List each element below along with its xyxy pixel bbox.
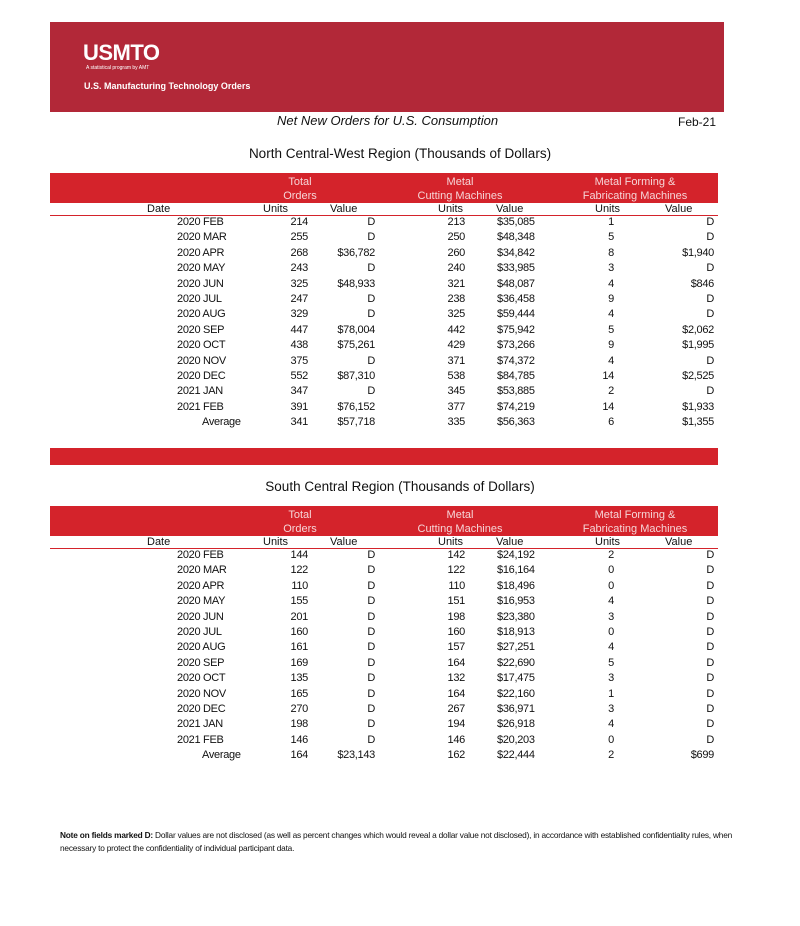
cutting-units-cell: 198 bbox=[447, 610, 465, 623]
report-date: Feb-21 bbox=[678, 115, 717, 129]
cutting-value-cell: $36,458 bbox=[497, 292, 535, 305]
group-line-2: Cutting Machines bbox=[417, 190, 503, 202]
date-cell: 2020 MAR bbox=[177, 564, 227, 577]
total-value-cell: $23,143 bbox=[337, 749, 375, 762]
cutting-units-cell: 377 bbox=[447, 400, 465, 413]
forming-value-cell: D bbox=[706, 702, 714, 715]
cutting-value-cell: $22,444 bbox=[497, 749, 535, 762]
total-units-cell: 255 bbox=[290, 231, 308, 244]
cutting-value-cell: $16,953 bbox=[497, 595, 535, 608]
cutting-value-cell: $74,372 bbox=[497, 354, 535, 367]
group-line-1: Total bbox=[288, 509, 312, 521]
table-row bbox=[50, 595, 718, 610]
total-units-cell: 135 bbox=[290, 672, 308, 685]
cutting-value-cell: $48,348 bbox=[497, 231, 535, 244]
table-row bbox=[50, 703, 718, 718]
total-value-cell: D bbox=[367, 262, 375, 275]
total-value-cell: D bbox=[367, 687, 375, 700]
total-units-cell: 243 bbox=[290, 262, 308, 275]
table-row bbox=[50, 355, 718, 370]
forming-units-cell: 3 bbox=[608, 262, 614, 275]
cutting-units-cell: 442 bbox=[447, 323, 465, 336]
table-row bbox=[50, 416, 718, 431]
region-table bbox=[50, 173, 718, 431]
cutting-value-cell: $75,942 bbox=[497, 323, 535, 336]
table-row bbox=[50, 293, 718, 308]
total-units-cell: 325 bbox=[290, 277, 308, 290]
usmto-logo: USMTO bbox=[83, 40, 160, 65]
total-units-cell: 329 bbox=[290, 308, 308, 321]
forming-units-cell: 6 bbox=[608, 416, 614, 429]
cutting-value-cell: $73,266 bbox=[497, 339, 535, 352]
table-row bbox=[50, 247, 718, 262]
date-cell: 2020 SEP bbox=[177, 656, 225, 669]
forming-value-cell: $1,995 bbox=[682, 339, 714, 352]
total-units-cell: 161 bbox=[290, 641, 308, 654]
cutting-value-cell: $48,087 bbox=[497, 277, 535, 290]
date-cell: 2021 FEB bbox=[177, 733, 224, 746]
forming-units-cell: 4 bbox=[608, 641, 614, 654]
cutting-value-cell: $22,160 bbox=[497, 687, 535, 700]
cutting-value-cell: $33,985 bbox=[497, 262, 535, 275]
table-row bbox=[50, 611, 718, 626]
forming-units-cell: 5 bbox=[608, 231, 614, 244]
date-cell: 2020 JUL bbox=[177, 292, 222, 305]
forming-value-cell: D bbox=[706, 579, 714, 592]
total-value-cell: $75,261 bbox=[337, 339, 375, 352]
forming-units-cell: 9 bbox=[608, 292, 614, 305]
date-cell: 2021 JAN bbox=[177, 718, 223, 731]
value-header: Value bbox=[665, 203, 693, 215]
cutting-units-cell: 325 bbox=[447, 308, 465, 321]
total-value-cell: $78,004 bbox=[337, 323, 375, 336]
date-cell: 2020 JUL bbox=[177, 625, 222, 638]
forming-units-cell: 0 bbox=[608, 625, 614, 638]
value-header: Value bbox=[496, 203, 524, 215]
cutting-value-cell: $74,219 bbox=[497, 400, 535, 413]
forming-units-cell: 14 bbox=[602, 400, 614, 413]
total-units-cell: 268 bbox=[290, 246, 308, 259]
cutting-units-cell: 250 bbox=[447, 231, 465, 244]
total-units-cell: 169 bbox=[290, 656, 308, 669]
units-header: Units bbox=[438, 203, 464, 215]
table-row bbox=[50, 401, 718, 416]
total-value-cell: D bbox=[367, 216, 375, 228]
cutting-value-cell: $26,918 bbox=[497, 718, 535, 731]
forming-value-cell: D bbox=[706, 354, 714, 367]
column-group-cutting bbox=[390, 508, 530, 536]
total-value-cell: D bbox=[367, 733, 375, 746]
units-header: Units bbox=[438, 536, 464, 548]
total-value-cell: $36,782 bbox=[337, 246, 375, 259]
table-row bbox=[50, 549, 718, 564]
cutting-units-cell: 321 bbox=[447, 277, 465, 290]
forming-units-cell: 2 bbox=[608, 549, 614, 561]
cutting-units-cell: 429 bbox=[447, 339, 465, 352]
total-units-cell: 146 bbox=[290, 733, 308, 746]
table-row bbox=[50, 278, 718, 293]
table-row bbox=[50, 580, 718, 595]
table-row bbox=[50, 262, 718, 277]
total-units-cell: 341 bbox=[290, 416, 308, 429]
cutting-value-cell: $34,842 bbox=[497, 246, 535, 259]
table-row bbox=[50, 564, 718, 579]
cutting-units-cell: 157 bbox=[447, 641, 465, 654]
total-value-cell: D bbox=[367, 308, 375, 321]
column-subheader bbox=[50, 536, 718, 549]
value-header: Value bbox=[330, 203, 358, 215]
date-cell: 2020 SEP bbox=[177, 323, 225, 336]
table-row bbox=[50, 734, 718, 749]
total-value-cell: D bbox=[367, 579, 375, 592]
forming-value-cell: $1,355 bbox=[682, 416, 714, 429]
table-row bbox=[50, 370, 718, 385]
column-group-forming bbox=[560, 175, 710, 203]
note-label: Note on fields marked D: bbox=[60, 830, 153, 840]
total-value-cell: D bbox=[367, 718, 375, 731]
date-header: Date bbox=[147, 203, 171, 215]
group-line-1: Metal bbox=[446, 509, 474, 521]
forming-units-cell: 1 bbox=[608, 687, 614, 700]
forming-value-cell: $699 bbox=[690, 749, 714, 762]
header-banner bbox=[50, 22, 724, 112]
forming-value-cell: $1,940 bbox=[682, 246, 714, 259]
total-units-cell: 270 bbox=[290, 702, 308, 715]
total-value-cell: D bbox=[367, 231, 375, 244]
forming-value-cell: D bbox=[706, 564, 714, 577]
column-group-cutting bbox=[390, 175, 530, 203]
cutting-units-cell: 164 bbox=[447, 656, 465, 669]
forming-value-cell: D bbox=[706, 385, 714, 398]
cutting-units-cell: 371 bbox=[447, 354, 465, 367]
cutting-units-cell: 164 bbox=[447, 687, 465, 700]
date-cell: 2020 APR bbox=[177, 579, 225, 592]
report-subtitle: Net New Orders for U.S. Consumption bbox=[277, 113, 499, 128]
forming-value-cell: D bbox=[706, 687, 714, 700]
forming-value-cell: $2,062 bbox=[682, 323, 714, 336]
total-value-cell: $87,310 bbox=[337, 369, 375, 382]
total-units-cell: 198 bbox=[290, 718, 308, 731]
forming-value-cell: D bbox=[706, 595, 714, 608]
group-line-2: Fabricating Machines bbox=[582, 523, 688, 535]
forming-units-cell: 9 bbox=[608, 339, 614, 352]
forming-value-cell: D bbox=[706, 262, 714, 275]
total-value-cell: D bbox=[367, 385, 375, 398]
total-value-cell: $76,152 bbox=[337, 400, 375, 413]
total-units-cell: 110 bbox=[291, 579, 308, 592]
group-line-1: Metal Forming & bbox=[594, 509, 676, 521]
table-row bbox=[50, 672, 718, 687]
cutting-value-cell: $35,085 bbox=[497, 216, 535, 228]
cutting-value-cell: $59,444 bbox=[497, 308, 535, 321]
region-title: South Central Region (Thousands of Dollars) bbox=[265, 479, 535, 494]
cutting-units-cell: 132 bbox=[447, 672, 465, 685]
forming-value-cell: D bbox=[706, 610, 714, 623]
date-cell: 2020 MAY bbox=[177, 595, 226, 608]
cutting-value-cell: $16,164 bbox=[497, 564, 535, 577]
total-units-cell: 122 bbox=[290, 564, 308, 577]
date-cell: 2020 OCT bbox=[177, 339, 226, 352]
cutting-units-cell: 267 bbox=[447, 702, 465, 715]
total-value-cell: D bbox=[367, 625, 375, 638]
total-value-cell: D bbox=[367, 564, 375, 577]
group-line-2: Fabricating Machines bbox=[582, 190, 688, 202]
cutting-units-cell: 538 bbox=[447, 369, 465, 382]
group-line-1: Total bbox=[288, 176, 312, 188]
cutting-value-cell: $18,496 bbox=[497, 579, 535, 592]
total-units-cell: 165 bbox=[290, 687, 308, 700]
forming-units-cell: 8 bbox=[608, 246, 614, 259]
date-cell: 2020 AUG bbox=[177, 308, 226, 321]
forming-value-cell: D bbox=[706, 216, 714, 228]
forming-units-cell: 4 bbox=[608, 595, 614, 608]
date-cell: 2020 MAR bbox=[177, 231, 227, 244]
forming-units-cell: 2 bbox=[608, 385, 614, 398]
date-cell: 2021 FEB bbox=[177, 400, 224, 413]
forming-units-cell: 5 bbox=[608, 656, 614, 669]
table-row bbox=[50, 641, 718, 656]
date-cell: 2020 OCT bbox=[177, 672, 226, 685]
forming-value-cell: D bbox=[706, 231, 714, 244]
cutting-units-cell: 345 bbox=[447, 385, 465, 398]
total-value-cell: $57,718 bbox=[337, 416, 375, 429]
total-value-cell: D bbox=[367, 641, 375, 654]
column-subheader bbox=[50, 203, 718, 216]
date-cell: 2020 FEB bbox=[177, 216, 224, 228]
cutting-units-cell: 162 bbox=[447, 749, 465, 762]
forming-value-cell: D bbox=[706, 308, 714, 321]
cutting-units-cell: 122 bbox=[447, 564, 465, 577]
table-row bbox=[50, 688, 718, 703]
forming-units-cell: 4 bbox=[608, 718, 614, 731]
cutting-units-cell: 240 bbox=[447, 262, 465, 275]
forming-value-cell: D bbox=[706, 549, 714, 561]
group-line-1: Metal Forming & bbox=[594, 176, 676, 188]
cutting-value-cell: $18,913 bbox=[497, 625, 535, 638]
cutting-value-cell: $20,203 bbox=[497, 733, 535, 746]
forming-value-cell: $1,933 bbox=[682, 400, 714, 413]
date-cell: Average bbox=[202, 416, 241, 429]
total-value-cell: D bbox=[367, 656, 375, 669]
date-cell: 2020 APR bbox=[177, 246, 225, 259]
value-header: Value bbox=[330, 536, 358, 548]
total-value-cell: D bbox=[367, 354, 375, 367]
forming-units-cell: 3 bbox=[608, 702, 614, 715]
cutting-units-cell: 146 bbox=[447, 733, 465, 746]
forming-value-cell: D bbox=[706, 641, 714, 654]
forming-units-cell: 4 bbox=[608, 277, 614, 290]
total-value-cell: D bbox=[367, 610, 375, 623]
total-units-cell: 155 bbox=[290, 595, 308, 608]
total-units-cell: 447 bbox=[290, 323, 308, 336]
forming-units-cell: 3 bbox=[608, 610, 614, 623]
logo-tagline: A statistical program by AMT bbox=[86, 65, 150, 71]
date-cell: 2020 JUN bbox=[177, 610, 224, 623]
date-cell: 2020 AUG bbox=[177, 641, 226, 654]
total-value-cell: $48,933 bbox=[337, 277, 375, 290]
group-line-2: Orders bbox=[283, 523, 317, 535]
units-header: Units bbox=[263, 203, 289, 215]
cutting-units-cell: 238 bbox=[447, 292, 465, 305]
total-units-cell: 552 bbox=[290, 369, 308, 382]
forming-units-cell: 5 bbox=[608, 323, 614, 336]
table-row bbox=[50, 626, 718, 641]
table-row bbox=[50, 324, 718, 339]
total-units-cell: 214 bbox=[290, 216, 308, 228]
forming-value-cell: D bbox=[706, 625, 714, 638]
total-value-cell: D bbox=[367, 549, 375, 561]
total-units-cell: 391 bbox=[290, 400, 308, 413]
value-header: Value bbox=[665, 536, 693, 548]
confidentiality-note bbox=[60, 829, 740, 855]
cutting-value-cell: $84,785 bbox=[497, 369, 535, 382]
forming-units-cell: 0 bbox=[608, 579, 614, 592]
total-units-cell: 375 bbox=[290, 354, 308, 367]
forming-units-cell: 0 bbox=[608, 564, 614, 577]
cutting-value-cell: $36,971 bbox=[497, 702, 535, 715]
total-value-cell: D bbox=[367, 672, 375, 685]
forming-units-cell: 4 bbox=[608, 354, 614, 367]
total-units-cell: 201 bbox=[290, 610, 308, 623]
value-header: Value bbox=[496, 536, 524, 548]
cutting-value-cell: $23,380 bbox=[497, 610, 535, 623]
column-group-total bbox=[240, 508, 360, 536]
cutting-value-cell: $22,690 bbox=[497, 656, 535, 669]
total-units-cell: 164 bbox=[290, 749, 308, 762]
column-group-forming bbox=[560, 508, 710, 536]
forming-units-cell: 1 bbox=[608, 216, 614, 228]
date-cell: 2020 FEB bbox=[177, 549, 224, 561]
total-value-cell: D bbox=[367, 702, 375, 715]
forming-units-cell: 2 bbox=[608, 749, 614, 762]
region-title: North Central-West Region (Thousands of Dollars) bbox=[248, 146, 552, 161]
date-cell: 2020 JUN bbox=[177, 277, 224, 290]
date-cell: Average bbox=[202, 749, 241, 762]
cutting-units-cell: 142 bbox=[447, 549, 465, 561]
forming-units-cell: 0 bbox=[608, 733, 614, 746]
cutting-units-cell: 260 bbox=[447, 246, 465, 259]
section-divider bbox=[50, 448, 718, 465]
forming-value-cell: D bbox=[706, 292, 714, 305]
units-header: Units bbox=[595, 203, 621, 215]
column-group-header bbox=[50, 506, 718, 536]
table-row bbox=[50, 231, 718, 246]
date-cell: 2020 NOV bbox=[177, 687, 226, 700]
cutting-value-cell: $53,885 bbox=[497, 385, 535, 398]
date-cell: 2021 JAN bbox=[177, 385, 223, 398]
date-cell: 2020 MAY bbox=[177, 262, 226, 275]
date-cell: 2020 NOV bbox=[177, 354, 226, 367]
total-units-cell: 347 bbox=[290, 385, 308, 398]
column-group-total bbox=[240, 175, 360, 203]
cutting-value-cell: $17,475 bbox=[497, 672, 535, 685]
total-units-cell: 144 bbox=[290, 549, 308, 561]
cutting-units-cell: 110 bbox=[448, 579, 465, 592]
forming-units-cell: 4 bbox=[608, 308, 614, 321]
group-line-1: Metal bbox=[446, 176, 474, 188]
date-header: Date bbox=[147, 536, 171, 548]
forming-value-cell: $846 bbox=[690, 277, 714, 290]
cutting-value-cell: $27,251 bbox=[497, 641, 535, 654]
forming-value-cell: $2,525 bbox=[682, 369, 714, 382]
total-value-cell: D bbox=[367, 292, 375, 305]
forming-value-cell: D bbox=[706, 672, 714, 685]
table-row bbox=[50, 308, 718, 323]
forming-value-cell: D bbox=[706, 733, 714, 746]
note-text: Dollar values are not disclosed (as well as percent changes which would reveal a dollar value not disclosed), in accordance with established confidentiality rules, when necessary to protect the confidentiality of individual participant data. bbox=[60, 830, 733, 853]
date-cell: 2020 DEC bbox=[177, 369, 226, 382]
table-row bbox=[50, 657, 718, 672]
units-header: Units bbox=[595, 536, 621, 548]
total-units-cell: 438 bbox=[290, 339, 308, 352]
table-row bbox=[50, 385, 718, 400]
cutting-units-cell: 194 bbox=[447, 718, 465, 731]
forming-value-cell: D bbox=[706, 656, 714, 669]
group-line-2: Cutting Machines bbox=[417, 523, 503, 535]
cutting-units-cell: 160 bbox=[447, 625, 465, 638]
cutting-units-cell: 335 bbox=[447, 416, 465, 429]
total-units-cell: 247 bbox=[290, 292, 308, 305]
total-units-cell: 160 bbox=[290, 625, 308, 638]
units-header: Units bbox=[263, 536, 289, 548]
total-value-cell: D bbox=[367, 595, 375, 608]
cutting-value-cell: $56,363 bbox=[497, 416, 535, 429]
table-row bbox=[50, 216, 718, 231]
cutting-units-cell: 213 bbox=[447, 216, 465, 228]
group-line-2: Orders bbox=[283, 190, 317, 202]
cutting-units-cell: 151 bbox=[447, 595, 465, 608]
table-row bbox=[50, 749, 718, 764]
forming-value-cell: D bbox=[706, 718, 714, 731]
forming-units-cell: 14 bbox=[602, 369, 614, 382]
table-row bbox=[50, 339, 718, 354]
cutting-value-cell: $24,192 bbox=[497, 549, 535, 561]
forming-units-cell: 3 bbox=[608, 672, 614, 685]
region-table bbox=[50, 506, 718, 764]
table-row bbox=[50, 718, 718, 733]
column-group-header bbox=[50, 173, 718, 203]
date-cell: 2020 DEC bbox=[177, 702, 226, 715]
banner-title: U.S. Manufacturing Technology Orders bbox=[84, 81, 251, 91]
